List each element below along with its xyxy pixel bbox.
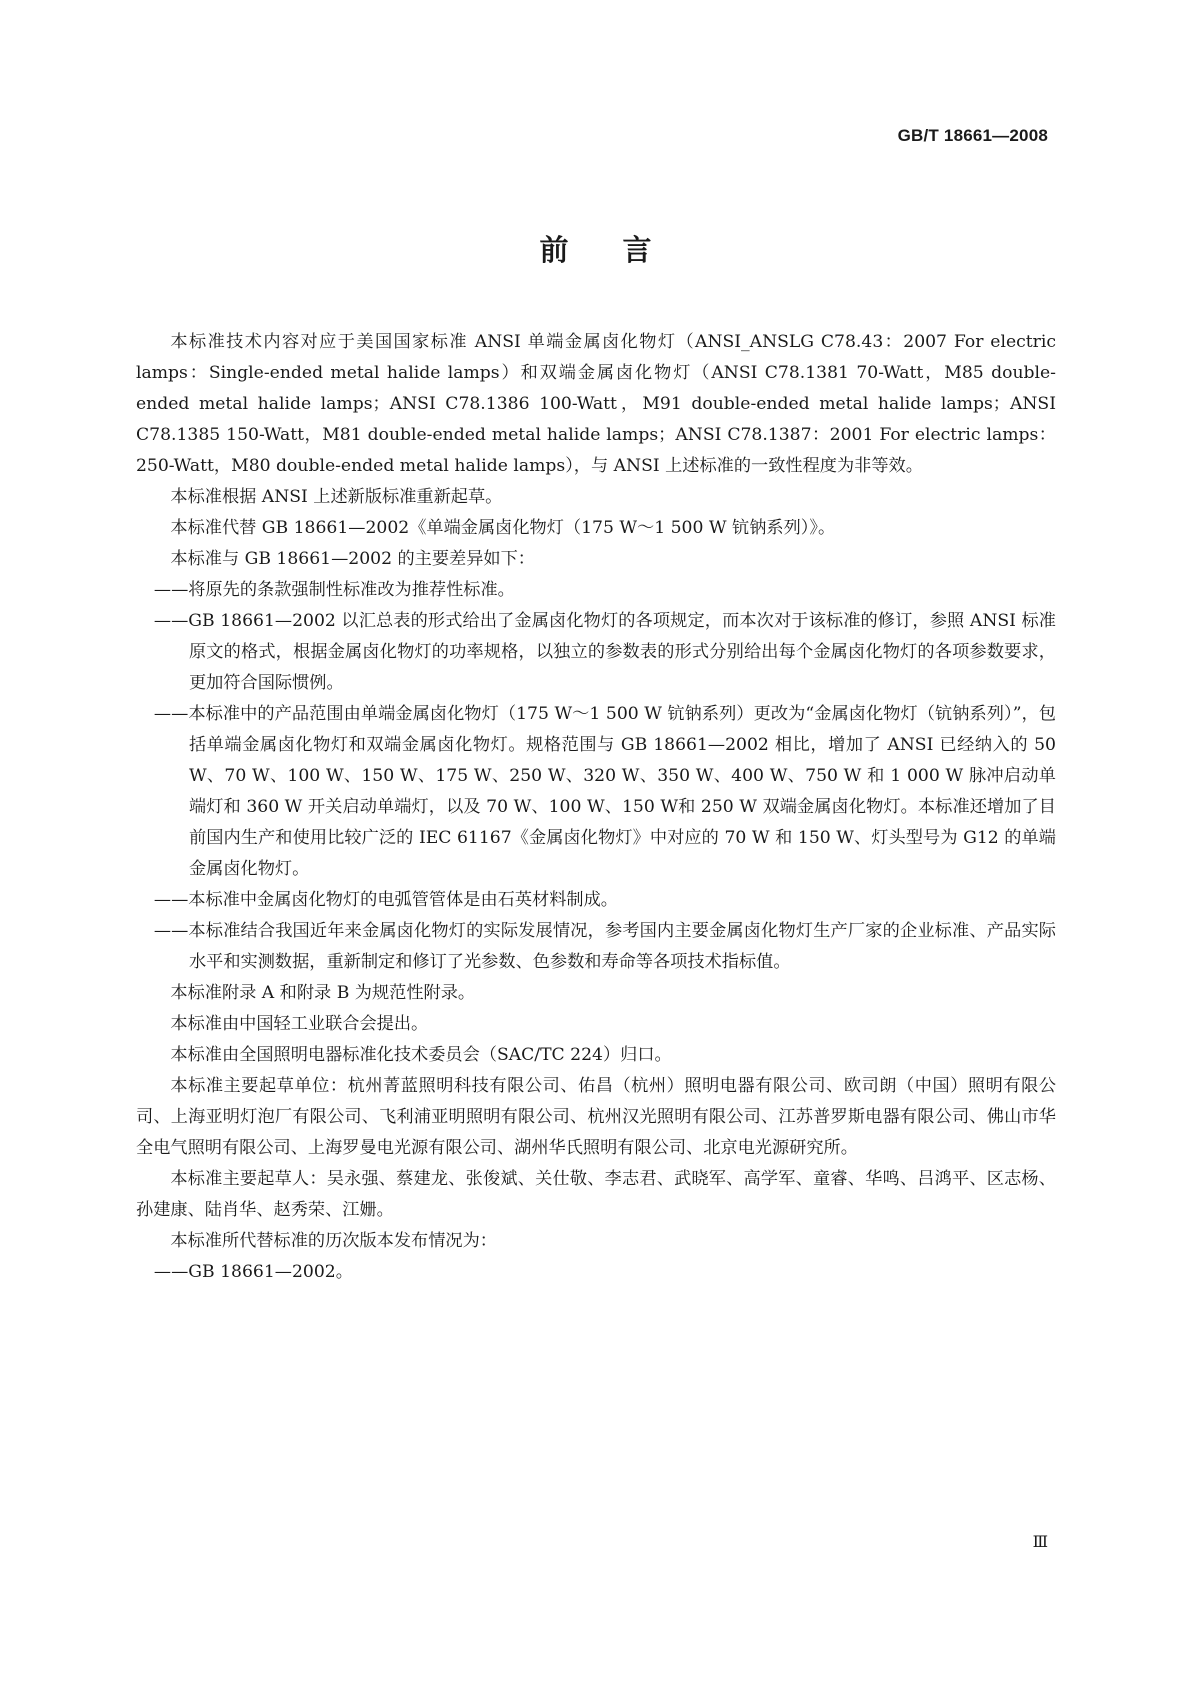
foreword-body <box>136 327 1056 1288</box>
standard-number: GB/T 18661—2008 <box>897 126 1048 145</box>
paragraph-replaces: 本标准代替 GB 18661—2002《单端金属卤化物灯（175 W～1 500 W 钪钠系列）》。 <box>170 518 836 538</box>
title-char-2: 言 <box>622 233 652 267</box>
paragraph-drafting-units: 本标准主要起草单位：杭州菁蓝照明科技有限公司、佑昌（杭州）照明电器有限公司、欧司朗（中国）照明有限公司、上海亚明灯泡厂有限公司、飞利浦亚明照明有限公司、杭州汉光照明有限公司、江苏普罗斯电器有限公司、佛山市华全电气照明有限公司、上海罗曼电光源有限公司、湖州华氏照明有限公司、北京电光源研究所。 <box>136 1076 1056 1158</box>
paragraph-differences-intro: 本标准与 GB 18661—2002 的主要差异如下： <box>170 549 535 569</box>
history-item: ——GB 18661—2002。 <box>153 1262 353 1282</box>
paragraph-history-intro: 本标准所代替标准的历次版本发布情况为： <box>170 1231 497 1251</box>
paragraph-drafting-basis: 本标准根据 ANSI 上述新版标准重新起草。 <box>170 487 503 507</box>
paragraph-centralized-by: 本标准由全国照明电器标准化技术委员会（SAC/TC 224）归口。 <box>170 1045 672 1065</box>
title-char-1: 前 <box>539 233 569 267</box>
difference-item: ——本标准结合我国近年来金属卤化物灯的实际发展情况，参考国内主要金属卤化物灯生产厂家的企业标准、产品实际水平和实测数据，重新制定和修订了光参数、色参数和寿命等各项技术指标值。 <box>153 921 1056 972</box>
difference-item: ——将原先的条款强制性标准改为推荐性标准。 <box>153 580 515 600</box>
page-number: Ⅲ <box>1032 1532 1048 1551</box>
difference-item: ——本标准中的产品范围由单端金属卤化物灯（175 W～1 500 W 钪钠系列）更改为“金属卤化物灯（钪钠系列）”，包括单端金属卤化物灯和双端金属卤化物灯。规格范围与 GB 18661—2002 相比，增加了 ANSI 已经纳入的 50 W、70 W、100 W、150 W、175 W、250 W、320 W、350 W、400 W、750 W 和 1 000 W 脉冲启动单端灯和 360 W 开关启动单端灯，以及 70 W、100 W、150 W和 250 W 双端金属卤化物灯。本标准还增加了目前国内生产和使用比较广泛的 IEC 61167《金属卤化物灯》中对应的 70 W 和 150 W、灯头型号为 G12 的单端金属卤化物灯。 <box>153 704 1056 879</box>
paragraph-proposed-by: 本标准由中国轻工业联合会提出。 <box>170 1014 429 1034</box>
paragraph-drafters: 本标准主要起草人：吴永强、蔡建龙、张俊斌、关仕敬、李志君、武晓军、高学军、童睿、华鸣、吕鸿平、区志杨、孙建康、陆肖华、赵秀荣、江姗。 <box>136 1169 1056 1220</box>
paragraph-annexes: 本标准附录 A 和附录 B 为规范性附录。 <box>170 983 476 1003</box>
difference-item: ——本标准中金属卤化物灯的电弧管管体是由石英材料制成。 <box>153 890 618 910</box>
difference-item: ——GB 18661—2002 以汇总表的形式给出了金属卤化物灯的各项规定，而本次对于该标准的修订，参照 ANSI 标准原文的格式，根据金属卤化物灯的功率规格，以独立的参数表的形式分别给出每个金属卤化物灯的各项参数要求，更加符合国际惯例。 <box>153 611 1056 693</box>
paragraph-correspondence: 本标准技术内容对应于美国国家标准 ANSI 单端金属卤化物灯（ANSI_ANSLG C78.43：2007 For electric lamps：Single-ended metal halide lamps）和双端金属卤化物灯（ANSI C78.1381 70-Watt，M85 double-ended metal halide lamps；ANSI C78.1386 100-Watt，M91 double-ended metal halide lamps；ANSI C78.1385 150-Watt，M81 double-ended metal halide lamps；ANSI C78.1387：2001 For electric lamps：250-Watt，M80 double-ended metal halide lamps），与 ANSI 上述标准的一致性程度为非等效。 <box>136 332 1056 476</box>
section-title <box>0 228 1191 269</box>
